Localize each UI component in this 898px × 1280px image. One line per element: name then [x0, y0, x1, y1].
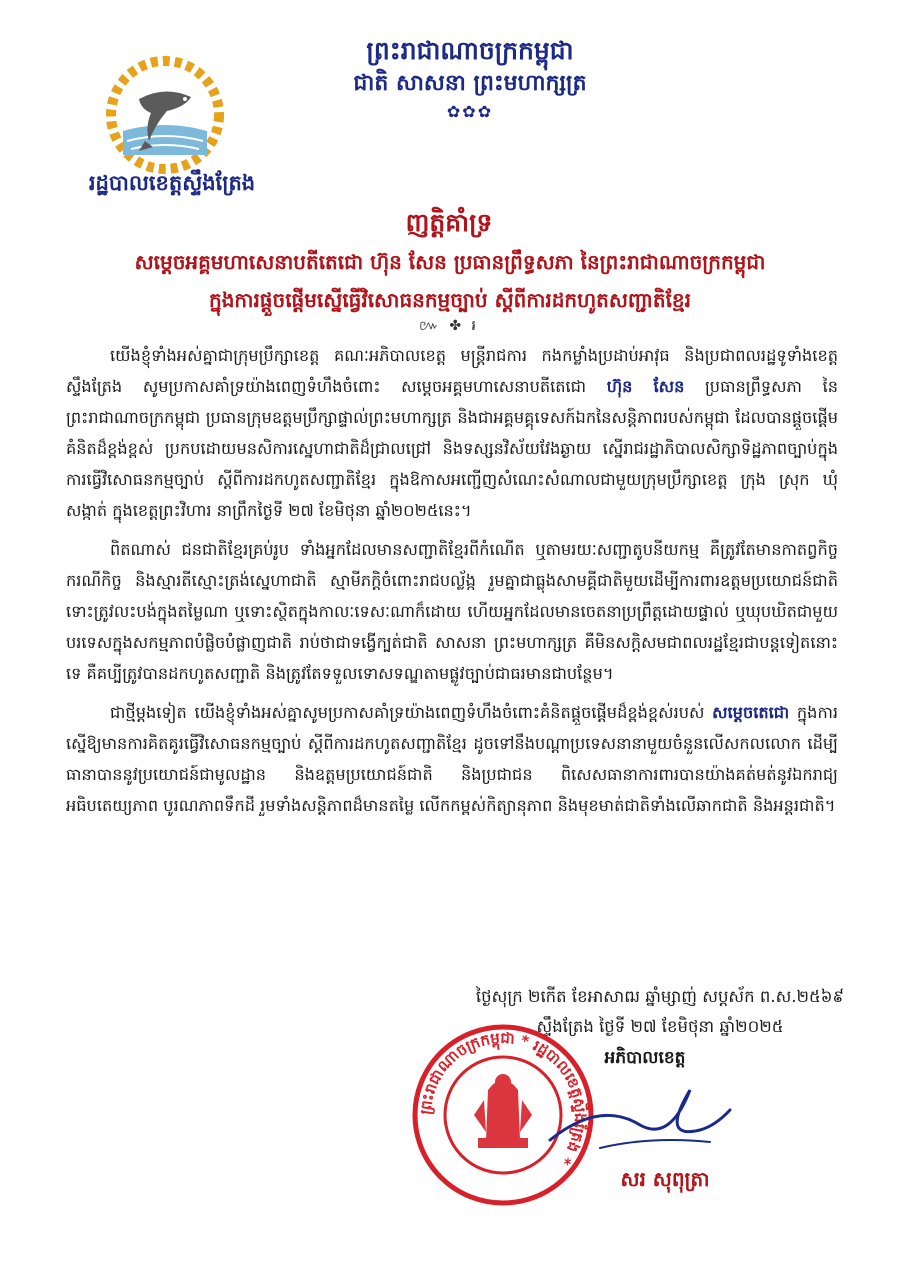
- kingdom-title: ព្រះរាជាណាចក្រកម្ពុជា: [366, 36, 574, 65]
- fish-sun-emblem-icon: [105, 55, 225, 175]
- provincial-administration-name: រដ្ឋបាលខេត្តស្ទឹងត្រែង: [88, 171, 256, 195]
- paragraph-1: យើងខ្ញុំទាំងអស់គ្នាជាក្រុមប្រឹក្សាខេត្ត គណៈអភិបាលខេត្ត មន្ត្រីរាជការ កងកម្លាំងប្រដាប់អាវុធ និងប្រជាពលរដ្ឋទូទាំងខេត្តស្ទឹងត្រែង សូមប្រកាសគាំទ្រយ៉ាងពេញទំហឹងចំពោះ សម្ដេចអគ្គមហាសេនាបតីតេជោ ហ៊ុន សែន ប្រធានព្រឹទ្ធសភា នៃព្រះរាជាណាចក្រកម្ពុជា ប្រធានក្រុមឧត្ដមប្រឹក្សាផ្ទាល់ព្រះមហាក្សត្រ និងជាអគ្គមគ្គុទេសក៍ឯកនៃសន្តិភាពរបស់កម្ពុជា ដែលបានផ្ដួចផ្ដើមគំនិតដ៏ខ្ពង់ខ្ពស់ ប្រកបដោយមនសិការស្នេហាជាតិដ៏ជ្រាលជ្រៅ និងទស្សនវិស័យវែងឆ្ងាយ ស្នើរាជរដ្ឋាភិបាលសិក្សាទិដ្ឋភាពច្បាប់ក្នុងការធ្វើវិសោធនកម្មច្បាប់ ស្ដីពីការដកហូតសញ្ជាតិខ្មែរ ក្នុងឱកាសអញ្ជើញសំណេះសំណាលជាមួយក្រុមប្រឹក្សាខេត្ត ក្រុង ស្រុក ឃុំ សង្កាត់ ក្នុងខេត្តព្រះវិហារ នាព្រឹកថ្ងៃទី ២៧ ខែមិថុនា ឆ្នាំ២០២៥នេះ។: [66, 346, 839, 520]
- highlighted-name: សម្ដេចតេជោ: [712, 703, 790, 722]
- signatory-name: សរ សុពុត្រា: [620, 1167, 710, 1191]
- document-title: ញត្តិគាំទ្រ: [405, 208, 493, 237]
- document-subtitle: [50, 243, 850, 319]
- paragraph-2: ពិតណាស់ ជនជាតិខ្មែរគ្រប់រូប ទាំងអ្នកដែលមានសញ្ជាតិខ្មែរពីកំណើត ឬតាមរយៈសញ្ជាតូបនីយកម្ម គឺត្រូវតែមានកាតព្វកិច្ច ករណីកិច្ច និងស្មារតីស្មោះត្រង់ស្នេហាជាតិ ស្មាមីភក្ដិចំពោះរាជបល្ល័ង្ក រួមគ្នាជាធ្លុងសាមគ្គីជាតិមួយដើម្បីការពារឧត្ដមប្រយោជន៍ជាតិ ទោះត្រូវលះបង់ក្នុងតម្លៃណា ឬទោះស្ថិតក្នុងកាលៈទេសៈណាក៏ដោយ ហើយអ្នកដែលមានចេតនាប្រព្រឹត្តដោយផ្ទាល់ ឬឃុបឃិតជាមួយបរទេសក្នុងសកម្មភាពបំផ្លិចបំផ្លាញជាតិ រាប់ថាជាទង្វើក្បត់ជាតិ សាសនា ព្រះមហាក្សត្រ គឺមិនសក្តិសមជាពលរដ្ឋខ្មែរជាបន្តទៀតនោះទេ គឺគប្បីត្រូវបានដកហូតសញ្ជាតិ និងត្រូវតែទទួលទោសទណ្ឌតាមផ្លូវច្បាប់ជាធរមានជាបន្ថែម។: [66, 540, 838, 683]
- subtitle-line-2: ក្នុងការផ្ដួចផ្ដើមស្នើធ្វើវិសោធនកម្មច្បាប់ ស្ដីពីការដកហូតសញ្ជាតិខ្មែរ: [209, 288, 691, 312]
- subtitle-line-1: សម្ដេចអគ្គមហាសេនាបតីតេជោ ហ៊ុន សែន ប្រធានព្រឹទ្ធសភា នៃព្រះរាជាណាចក្រកម្ពុជា: [134, 250, 766, 274]
- national-motto: ជាតិ សាសនា ព្រះមហាក្សត្រ: [353, 71, 587, 96]
- signatory-title: អភិបាលខេត្ត: [604, 1048, 686, 1068]
- document-body: [66, 340, 838, 829]
- header-ornament: ✿✿✿: [446, 102, 494, 121]
- paragraph-3: ជាថ្មីម្ដងទៀត យើងខ្ញុំទាំងអស់គ្នាសូមប្រកាសគាំទ្រយ៉ាងពេញទំហឹងចំពោះគំនិតផ្ដួចផ្ដើមដ៏ខ្ពង់ខ្ពស់របស់ សម្ដេចតេជោ ក្នុងការស្នើឱ្យមានការគិតគូរធ្វើវិសោធនកម្មច្បាប់ ស្ដីពីការដកហូតសញ្ជាតិខ្មែរ ដូចទៅនឹងបណ្ដាប្រទេសនានាមួយចំនួនលើសកលលោក ដើម្បីធានាបាននូវប្រយោជន៍ជាមូលដ្ឋាន និងឧត្ដមប្រយោជន៍ជាតិ និងប្រជាជន ពិសេសធានាការពារបានយ៉ាងគត់មត់នូវឯករាជ្យ អធិបតេយ្យភាព បូរណភាពទឹកដី រួមទាំងសន្តិភាពដ៏មានតម្លៃ លើកកម្ពស់កិត្យានុភាព និងមុខមាត់ជាតិទាំងលើឆាកជាតិ និងអន្តរជាតិ។: [66, 703, 839, 815]
- solar-date: ស្ទឹងត្រែង ថ្ងៃទី ២៧ ខែមិថុនា ឆ្នាំ២០២៥: [536, 1017, 784, 1036]
- seal-text: ព្រះរាជាណាចក្រកម្ពុជា * រដ្ឋបាលខេត្តស្ទឹងត្រែង *: [416, 1028, 590, 1169]
- highlighted-name: ហ៊ុន សែន: [606, 377, 685, 396]
- kingdom-header: [300, 34, 640, 121]
- title-divider: ៚ ✤ ៛: [419, 318, 479, 334]
- handwritten-signature: [540, 1070, 740, 1160]
- lunar-date: ថ្ងៃសុក្រ ២កើត ខែអាសាឍ ឆ្នាំម្សាញ់ សប្តស័ក ព.ស.២៥៦៩: [475, 987, 845, 1006]
